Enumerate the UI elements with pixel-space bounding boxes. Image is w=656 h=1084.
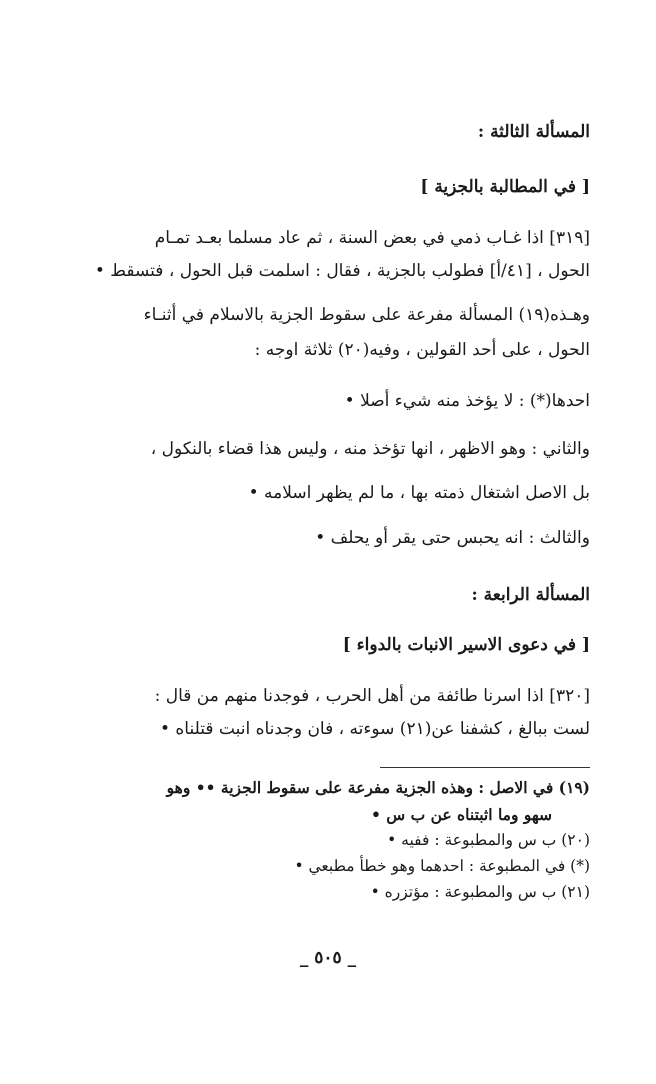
section3-title: المسألة الثالثة :: [477, 122, 590, 142]
section3-para1-line2: الحول ، [٤١/أ] فطولب بالجزية ، فقال : اسلمت قبل الحول ، فتسقط •: [94, 261, 590, 281]
footnote-star: (*) في المطبوعة : احدهما وهو خطأ مطبعي •: [294, 857, 590, 875]
section3-option3: والثالث : انه يحبس حتى يقر أو يحلف •: [315, 528, 590, 548]
section4-subtitle: [ في دعوى الاسير الانبات بالدواء ]: [342, 635, 590, 655]
section4-title: المسألة الرابعة :: [471, 585, 590, 605]
page-number: _ ٥٠٥ _: [299, 948, 357, 968]
footnote-19-line1: (١٩) في الاصل : وهذه الجزية مفرعة على سقوط الجزية •• وهو: [166, 778, 590, 797]
section3-para2-line1: وهـذه(١٩) المسألة مفرعة على سقوط الجزية بالاسلام في أثنـاء: [143, 305, 590, 325]
section4-para1-line2: لست ببالغ ، كشفنا عن(٢١) سوءته ، فان وجدناه انبت قتلناه •: [159, 719, 590, 739]
section3-option2-line2: بل الاصل اشتغال ذمته بها ، ما لم يظهر اسلامه •: [248, 483, 590, 503]
footnote-20: (٢٠) ب س والمطبوعة : ففيه •: [387, 831, 590, 849]
footnote-divider: [380, 767, 590, 768]
section3-para1-line1: [٣١٩] اذا غـاب ذمي في بعض السنة ، ثم عاد مسلما بعـد تمـام: [154, 228, 590, 248]
section3-option1: احدها(*) : لا يؤخذ منه شيء أصلا •: [344, 391, 590, 411]
footnote-19-line2: سهو وما اثبتناه عن ب س •: [371, 805, 552, 824]
section3-para2-line2: الحول ، على أحد القولين ، وفيه(٢٠) ثلاثة اوجه :: [254, 340, 590, 360]
section4-para1-line1: [٣٢٠] اذا اسرنا طائفة من أهل الحرب ، فوجدنا منهم من قال :: [154, 686, 590, 706]
section3-subtitle: [ في المطالبة بالجزية ]: [420, 177, 590, 197]
section3-option2-line1: والثاني : وهو الاظهر ، انها تؤخذ منه ، وليس هذا قضاء بالنكول ،: [150, 439, 590, 459]
footnote-21: (٢١) ب س والمطبوعة : مؤتزره •: [370, 883, 590, 901]
